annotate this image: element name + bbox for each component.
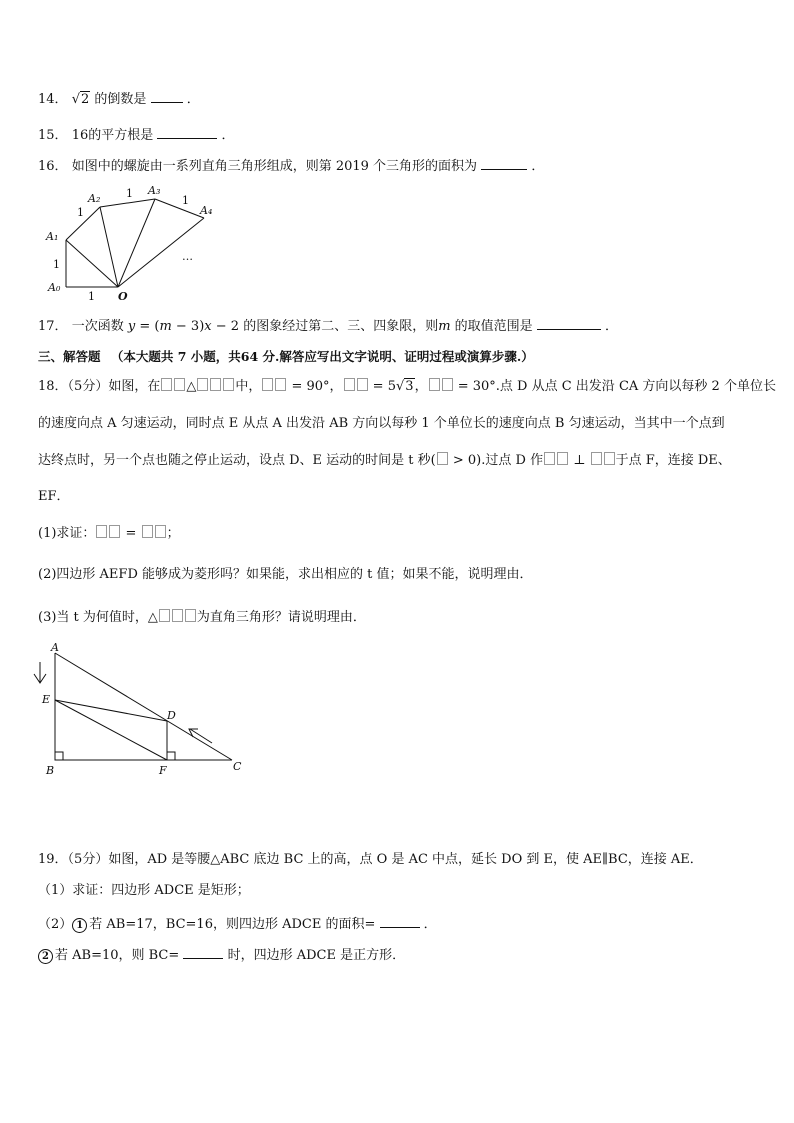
answer-blank[interactable]: [537, 316, 601, 330]
label-A2: A₂: [88, 192, 101, 205]
question-19-part-3: 2 若 AB=10，则 BC= 时，四边形 ADCE 是正方形．: [38, 945, 405, 965]
question-number: 16．: [38, 159, 68, 174]
question-18-part-2: (2)四边形 AEFD 能够成为菱形吗？如果能，求出相应的 t 值；如果不能，说明理由．: [38, 567, 533, 582]
sqrt-expression: √2: [71, 92, 90, 107]
spiral-triangles-figure: [40, 180, 240, 305]
circled-number-1: 1: [72, 918, 87, 933]
question-text: 的倒数是: [94, 92, 147, 107]
question-text: 16的平方根是: [71, 128, 154, 143]
question-19-part-1: （1）求证：四边形 ADCE 是矩形；: [38, 883, 250, 898]
answer-blank[interactable]: [183, 945, 223, 959]
question-18-part-1: (1)求证： = ；: [38, 526, 180, 541]
question-17: 17． 一次函数 y = (m − 3)x − 2 的图象经过第二、三、四象限，则m 的取值范围是 ．: [38, 316, 618, 336]
question-15: 15． 16的平方根是 ．: [38, 125, 235, 145]
question-18-line-3: 达终点时，另一个点也随之停止运动，设点 D、E 运动的时间是 t 秒( > 0).过点 D 作 ⊥ 于点 F，连接 DE、: [38, 453, 731, 468]
label-B: B: [46, 764, 55, 777]
edge-label-2: 1: [53, 258, 60, 271]
label-A3: A₃: [148, 184, 161, 197]
question-text: 如图中的螺旋由一系列直角三角形组成，则第 2019 个三角形的面积为: [71, 159, 478, 174]
question-16: 16． 如图中的螺旋由一系列直角三角形组成，则第 2019 个三角形的面积为 ．: [38, 156, 544, 176]
label-A: A: [51, 641, 59, 654]
edge-label-4: 1: [126, 187, 133, 200]
answer-blank[interactable]: [151, 89, 183, 103]
triangle-abc-figure: [30, 640, 250, 780]
edge-label-3: 1: [77, 206, 84, 219]
question-18-line-4: EF．: [38, 489, 70, 504]
edge-label-5: 1: [182, 194, 189, 207]
answer-blank[interactable]: [481, 156, 527, 170]
circled-number-2: 2: [38, 949, 53, 964]
label-O: O: [118, 290, 128, 303]
question-number: 17．: [38, 319, 68, 334]
label-A1: A₁: [46, 230, 59, 243]
label-F: F: [159, 764, 167, 777]
question-14: 14． √2 的倒数是 ．: [38, 89, 200, 109]
question-18-line-2: 的速度向点 A 匀速运动，同时点 E 从点 A 出发沿 AB 方向以每秒 1 个单位长的速度向点 B 匀速运动，当其中一个点到: [38, 416, 725, 431]
question-number: 14．: [38, 92, 68, 107]
label-E: E: [42, 693, 51, 706]
section-heading: 三、解答题 （本大题共 7 小题，共64 分.解答应写出文字说明、证明过程或演算步骤.）: [38, 349, 534, 364]
answer-blank[interactable]: [157, 125, 217, 139]
edge-label-1: 1: [88, 290, 95, 303]
question-19-line-1: 19．（5分）如图，AD 是等腰△ABC 底边 BC 上的高，点 O 是 AC 中点，延长 DO 到 E，使 AE∥BC，连接 AE．: [38, 852, 703, 867]
label-A0: A₀: [48, 281, 61, 294]
question-number: 15．: [38, 128, 68, 143]
label-D: D: [167, 709, 176, 722]
question-18-line-1: 18．（5分）如图，在 △ 中， = 90°， = 5√3， = 30°.点 D 从点 C 出发沿 CA 方向以每秒 2 个单位长: [38, 379, 776, 394]
label-A4: A₄: [200, 204, 213, 217]
ellipsis: …: [182, 250, 193, 263]
linear-function-formula: y = (m − 3)x − 2: [127, 319, 240, 334]
question-19-part-2: （2） 1 若 AB=17，BC=16，则四边形 ADCE 的面积= ．: [38, 914, 437, 934]
label-C: C: [233, 760, 242, 773]
answer-blank[interactable]: [380, 914, 420, 928]
question-18-part-3: (3)当 t 为何值时，△ 为直角三角形？请说明理由．: [38, 610, 366, 625]
